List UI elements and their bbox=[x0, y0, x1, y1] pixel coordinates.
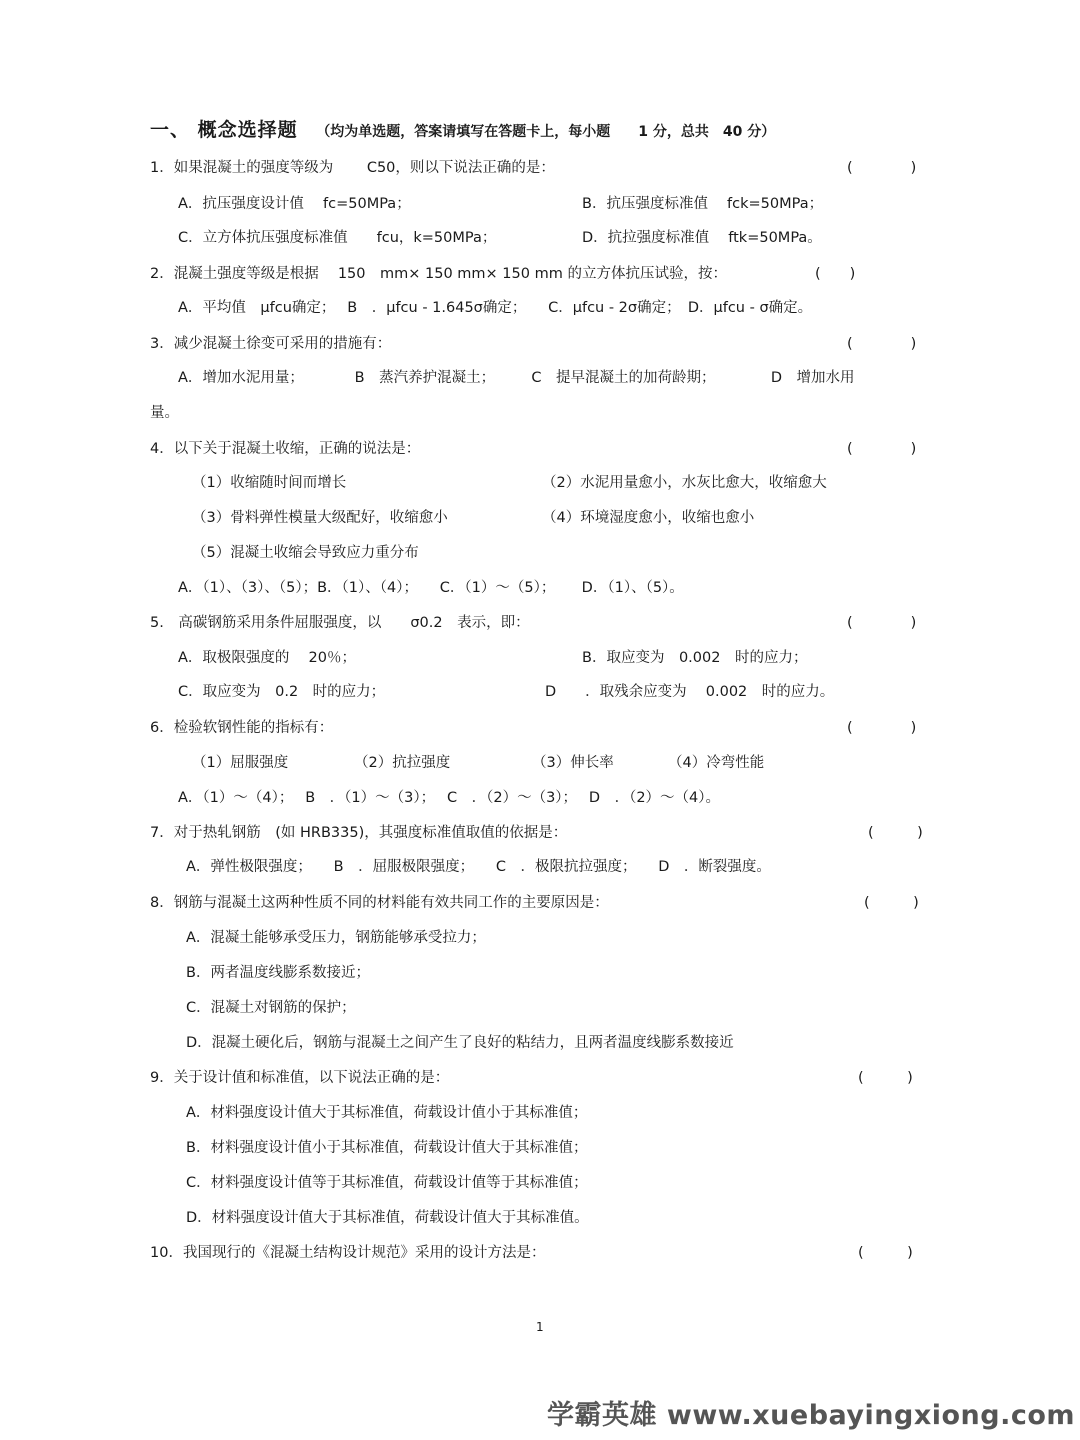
question-9-option-c: C．材料强度设计值等于其标准值，荷载设计值等于其标准值； bbox=[186, 1175, 588, 1191]
question-4-statement-2: （2）水泥用量愈小，水灰比愈大，收缩愈大 bbox=[542, 475, 827, 491]
question-9-option-d: D．材料强度设计值大于其标准值，荷载设计值大于其标准值。 bbox=[186, 1210, 589, 1226]
question-4-stem: 4．以下关于混凝土收缩，正确的说法是： bbox=[150, 441, 421, 457]
question-8-answer-paren: ( ) bbox=[864, 895, 919, 911]
question-8-option-b: B．两者温度线膨系数接近； bbox=[186, 965, 370, 981]
question-10-answer-paren: ( ) bbox=[858, 1245, 913, 1261]
page-number: 1 bbox=[536, 1320, 544, 1334]
question-4-statement-1: （1）收缩随时间而增长 bbox=[192, 475, 347, 491]
section-note: （均为单选题，答案请填写在答题卡上，每小题 1 分，总共 40 分） bbox=[316, 124, 776, 140]
question-5-option-d: D ．取残余应变为 0.002 时的应力。 bbox=[545, 684, 835, 700]
question-4-answer-paren: ( ) bbox=[847, 441, 917, 457]
question-1-option-a: A．抗压强度设计值 fc=50MPa； bbox=[178, 196, 411, 212]
question-2-answer-paren: ( ) bbox=[815, 266, 856, 282]
question-9-answer-paren: ( ) bbox=[858, 1070, 913, 1086]
question-4-options: A．（1）、（3）、（5）；B．（1）、（4）； C．（1）～（5）； D．（1）、（5）。 bbox=[178, 580, 684, 596]
question-9-stem: 9．关于设计值和标准值，以下说法正确的是： bbox=[150, 1070, 450, 1086]
question-4-statement-5: （5）混凝土收缩会导致应力重分布 bbox=[192, 545, 419, 561]
question-9-option-a: A．材料强度设计值大于其标准值，荷载设计值小于其标准值； bbox=[186, 1105, 588, 1121]
question-7-stem: 7．对于热轧钢筋 (如 HRB335)，其强度标准值取值的依据是： bbox=[150, 825, 568, 841]
question-8-option-a: A．混凝土能够承受压力，钢筋能够承受拉力； bbox=[186, 930, 486, 946]
question-1-answer-paren: ( ) bbox=[847, 160, 917, 176]
question-8-option-c: C．混凝土对钢筋的保护； bbox=[186, 1000, 356, 1016]
question-1-option-d: D．抗拉强度标准值 ftk=50MPa。 bbox=[582, 230, 822, 246]
question-2-options: A．平均值 μfcu确定； B ．μfcu - 1.645σ确定； C．μfcu - 2σ确定； D．μfcu - σ确定。 bbox=[178, 300, 813, 316]
question-2-stem: 2．混凝土强度等级是根据 150 mm× 150 mm× 150 mm 的立方体抗压试验，按： bbox=[150, 266, 727, 282]
question-8-stem: 8．钢筋与混凝土这两种性质不同的材料能有效共同工作的主要原因是： bbox=[150, 895, 609, 911]
question-10-stem: 10．我国现行的《混凝土结构设计规范》采用的设计方法是： bbox=[150, 1245, 546, 1261]
question-6-answer-paren: ( ) bbox=[847, 720, 917, 736]
question-5-option-b: B．取应变为 0.002 时的应力； bbox=[582, 650, 808, 666]
question-6-stem: 6．检验软钢性能的指标有： bbox=[150, 720, 334, 736]
question-5-answer-paren: ( ) bbox=[847, 615, 917, 631]
question-3-stem: 3．减少混凝土徐变可采用的措施有： bbox=[150, 336, 392, 352]
question-9-option-b: B．材料强度设计值小于其标准值，荷载设计值大于其标准值； bbox=[186, 1140, 588, 1156]
question-8-option-d: D．混凝土硬化后，钢筋与混凝土之间产生了良好的粘结力，且两者温度线膨系数接近 bbox=[186, 1035, 734, 1051]
question-3-options: A．增加水泥用量； B 蒸汽养护混凝土； C 提早混凝土的加荷龄期； D 增加水用 bbox=[178, 370, 855, 386]
question-5-option-a: A．取极限强度的 20％； bbox=[178, 650, 356, 666]
question-1-stem: 1．如果混凝土的强度等级为 C50，则以下说法正确的是： bbox=[150, 160, 555, 176]
section-title: 一、 概念选择题 bbox=[150, 119, 298, 141]
question-3-options-wrap: 量。 bbox=[150, 405, 179, 421]
section-heading bbox=[150, 120, 775, 142]
question-1-option-b: B．抗压强度标准值 fck=50MPa； bbox=[582, 196, 824, 212]
question-6-options: A．（1）～（4）； B ．（1）～（3）； C ．（2）～（3）； D ．（2）～（4）。 bbox=[178, 790, 721, 806]
question-5-option-c: C．取应变为 0.2 时的应力； bbox=[178, 684, 386, 700]
site-watermark: 学霸英雄 www.xuebayingxiong.com bbox=[547, 1400, 1076, 1431]
question-3-answer-paren: ( ) bbox=[847, 336, 917, 352]
question-7-answer-paren: ( ) bbox=[868, 825, 923, 841]
question-6-indicator-1: （1）屈服强度 bbox=[192, 755, 289, 771]
question-4-statement-3: （3）骨料弹性模量大级配好，收缩愈小 bbox=[192, 510, 448, 526]
question-7-options: A．弹性极限强度； B ．屈服极限强度； C ．极限抗拉强度； D ．断裂强度。 bbox=[186, 859, 771, 875]
question-5-stem: 5. 高碳钢筋采用条件屈服强度，以 σ0.2 表示，即： bbox=[150, 615, 530, 631]
question-6-indicator-2: （2）抗拉强度 bbox=[354, 755, 451, 771]
question-6-indicator-4: （4）冷弯性能 bbox=[668, 755, 765, 771]
question-1-option-c: C．立方体抗压强度标准值 fcu，k=50MPa； bbox=[178, 230, 497, 246]
question-4-statement-4: （4）环境湿度愈小，收缩也愈小 bbox=[542, 510, 755, 526]
question-6-indicator-3: （3）伸长率 bbox=[532, 755, 614, 771]
